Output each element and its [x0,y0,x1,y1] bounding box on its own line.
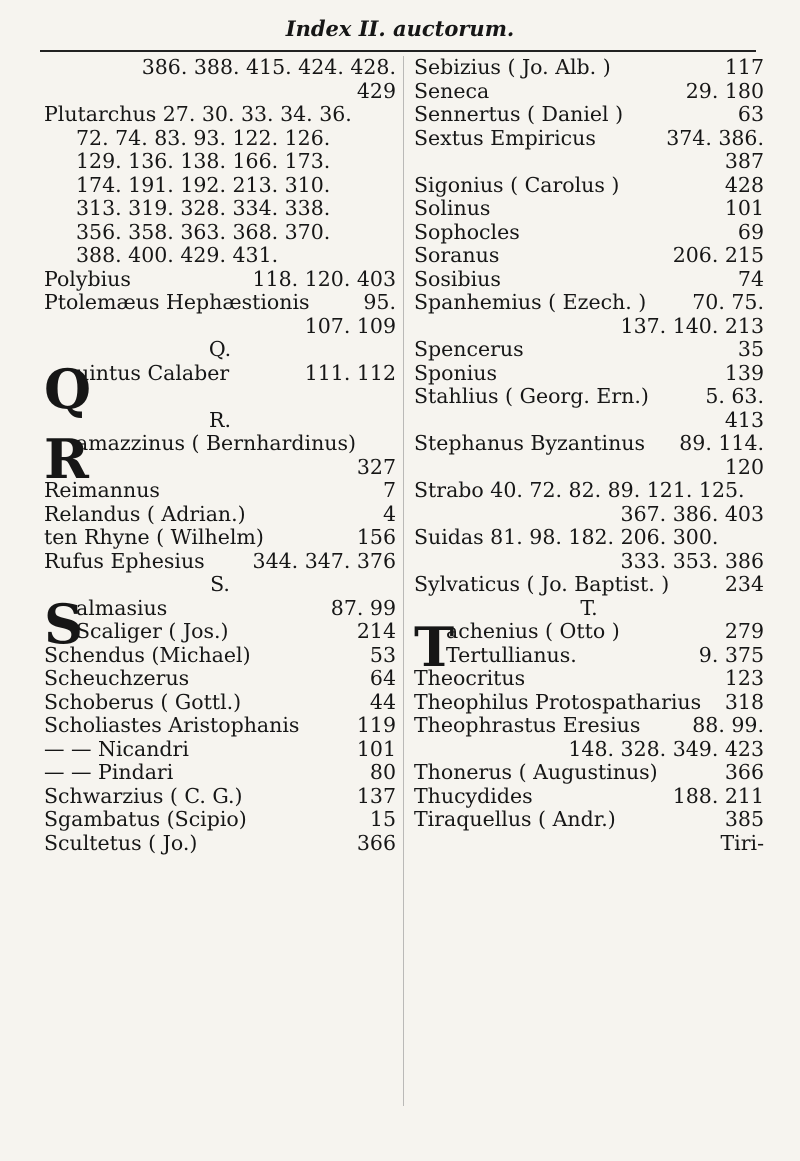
entry-name: Sponius [414,360,497,385]
index-entry [414,691,764,715]
entry-name: Spanhemius ( Ezech. ) [414,290,647,314]
entry-name: Scaliger ( Jos.) [76,619,229,643]
entry-name: Theophilus Protospatharius [414,689,702,714]
section-letter: R. [209,407,231,432]
entry-pages: 156 [356,525,396,549]
entry-name: Rufus Ephesius [44,548,205,573]
entry-pages: 101 [724,196,764,220]
column-divider [403,56,404,1106]
index-entry [414,150,764,174]
index-entry [414,667,764,691]
entry-name: Ptolemæus Hephæstionis [44,290,310,314]
entry-name: Thonerus ( Augustinus) [414,760,658,784]
entry-pages: 64 [369,666,396,690]
entry-pages: 9. 375 [698,642,764,667]
entry-name: Sigonius ( Carolus ) [414,172,620,197]
right-column [414,56,764,855]
entry-name: Sophocles [414,219,520,244]
drop-capital: R [44,427,89,491]
index-entry [414,268,764,292]
entry-pages: 119 [356,713,396,737]
index-entry [44,197,396,221]
entry-name: Strabo 40. 72. 82. 89. 121. 125. [414,478,745,502]
entry-pages: 120 [724,454,764,479]
entry-name: Sennertus ( Daniel ) [414,102,624,126]
entry-name: uintus Calaber [76,360,230,385]
index-entry [44,691,396,715]
entry-pages: 7 [382,478,396,502]
entry-pages: 318 [724,689,764,714]
entry-name: Suidas 81. 98. 182. 206. 300. [414,525,719,549]
index-entry [44,526,396,550]
index-entry [414,221,764,245]
index-entry [44,127,396,151]
entry-pages: 148. 328. 349. 423 [568,736,764,761]
index-entry [44,479,396,503]
entry-pages: 88. 99. [692,713,764,737]
entry-name: Tiraquellus ( Andr.) [414,807,616,831]
entry-pages: 80 [369,760,396,784]
entry-pages: 69 [737,219,764,244]
entry-name: Sextus Empiricus [414,125,596,150]
index-entry [44,550,396,574]
drop-capital: T [414,615,455,679]
entry-name: ten Rhyne ( Wilhelm) [44,525,264,549]
index-entry [414,785,764,809]
entry-pages: 367. 386. 403 [620,501,764,526]
index-entry [414,291,764,315]
entry-pages: 387 [724,149,764,173]
entry-name: 388. 400. 429. 431. [76,243,279,267]
index-entry [414,714,764,738]
entry-pages: 111. 112 [304,360,396,385]
entry-pages: 5. 63. [705,384,764,408]
index-entry [414,573,764,597]
entry-pages: 374. 386. [666,125,764,150]
entry-pages: 89. 114. [679,431,764,455]
entry-pages: 214 [356,619,396,643]
entry-name: 129. 136. 138. 166. 173. [76,149,331,173]
index-entry [414,479,764,503]
index-entry [414,503,764,527]
entry-pages: 137. 140. 213 [620,313,764,338]
entry-pages: 87. 99 [330,595,396,620]
left-column [44,56,396,855]
entry-name: Soranus [414,243,500,267]
entry-name: 313. 319. 328. 334. 338. [76,196,331,220]
entry-pages: 366 [356,830,396,855]
index-entry [414,56,764,80]
page-title: Index II. auctorum. [285,16,515,41]
entry-name: amazzinus ( Bernhardinus) [76,431,357,455]
index-entry [44,738,396,762]
index-entry [44,268,396,292]
index-entry [414,127,764,151]
entry-pages: 344. 347. 376 [252,548,396,573]
index-entry [44,291,396,315]
index-entry [414,738,764,762]
index-entry [44,315,396,339]
entry-name: Solinus [414,196,491,220]
index-entry [414,174,764,198]
index-entry [44,221,396,245]
entry-name: Reimannus [44,478,160,502]
index-entry [414,80,764,104]
index-entry [414,761,764,785]
entry-name: — — Nicandri [44,736,189,761]
entry-pages: 428 [724,172,764,197]
entry-name: Scholiastes Aristophanis [44,713,300,737]
entry-name: Sylvaticus ( Jo. Baptist. ) [414,572,670,596]
index-entry [44,832,396,856]
entry-name: Sgambatus (Scipio) [44,807,247,831]
entry-pages: 95. [363,290,396,314]
section-letter: T. [580,595,598,620]
entry-pages: 118. 120. 403 [252,266,396,291]
index-entry [414,526,764,550]
entry-name: Theophrastus Eresius [414,713,641,737]
entry-name: Plutarchus 27. 30. 33. 34. 36. [44,102,352,126]
entry-pages: 63 [737,102,764,126]
index-entry [414,362,764,386]
entry-pages: 333. 353. 386 [620,548,764,573]
entry-name: Seneca [414,78,490,103]
index-entry [44,456,396,480]
entry-name: Schendus (Michael) [44,642,251,667]
entry-name: Sebizius ( Jo. Alb. ) [414,55,611,79]
entry-pages: 429 [356,78,396,103]
index-entry [44,761,396,785]
index-entry [414,338,764,362]
index-entry [44,80,396,104]
entry-name: Stephanus Byzantinus [414,431,645,455]
entry-pages: 386. 388. 415. 424. 428. [141,55,396,79]
index-entry [414,456,764,480]
index-entry [44,356,396,421]
index-entry [414,409,764,433]
entry-pages: 117 [724,55,764,79]
header-rule [40,50,756,52]
index-entry [44,667,396,691]
section-letter: S. [210,572,230,596]
drop-capital: S [44,591,83,656]
spacer-line [44,385,396,409]
index-entry [414,244,764,268]
entry-pages: 74 [737,266,764,291]
entry-name: Schoberus ( Gottl.) [44,689,242,714]
entry-pages: 70. 75. [692,290,764,314]
entry-name: 174. 191. 192. 213. 310. [76,172,331,197]
index-entry [44,785,396,809]
index-entry [44,150,396,174]
index-entry [44,503,396,527]
entry-pages: 139 [724,360,764,385]
entry-name: achenius ( Otto ) [446,619,620,643]
index-entry [414,197,764,221]
entry-pages: 234 [724,572,764,596]
index-entry [414,315,764,339]
entry-pages: 206. 215 [672,243,764,267]
index-entry [414,550,764,574]
entry-pages: 279 [724,619,764,643]
entry-pages: 188. 211 [672,783,764,808]
entry-name: Schwarzius ( C. G.) [44,783,243,808]
entry-pages: 137 [356,783,396,808]
entry-pages: 385 [724,807,764,831]
entry-name: Scultetus ( Jo.) [44,830,198,855]
entry-pages: 327 [356,454,396,479]
entry-name: Sosibius [414,266,501,291]
index-entry [44,174,396,198]
entry-name: 72. 74. 83. 93. 122. 126. [76,125,331,150]
index-entry [414,103,764,127]
entry-pages: 29. 180 [685,78,764,103]
entry-name: Spencerus [414,337,524,361]
entry-name: Tertullianus. [446,642,577,667]
index-entry [414,432,764,456]
entry-name: Relandus ( Adrian.) [44,501,246,526]
index-entry [44,714,396,738]
entry-name: Polybius [44,266,131,291]
entry-pages: 101 [356,736,396,761]
entry-name: — — Pindari [44,760,174,784]
entry-name: Scheuchzerus [44,666,190,690]
drop-capital: Q [44,356,92,421]
entry-pages: 15 [369,807,396,831]
index-entry [44,56,396,80]
index-entry [44,808,396,832]
entry-name: Theocritus [414,666,526,690]
entry-name: Thucydides [414,783,533,808]
entry-pages: 53 [369,642,396,667]
entry-name: 356. 358. 363. 368. 370. [76,219,331,244]
entry-pages: 44 [369,689,396,714]
entry-pages: 123 [724,666,764,690]
entry-pages: 35 [737,337,764,361]
entry-pages: 366 [724,760,764,784]
entry-name: almasius [76,595,168,620]
entry-name: Stahlius ( Georg. Ern.) [414,384,649,408]
entry-pages: 107. 109 [304,313,396,338]
index-entry [44,620,396,644]
index-entry [44,103,396,127]
entry-pages: 413 [724,407,764,432]
index-entry [44,244,396,268]
index-entry [44,644,396,668]
index-entry [414,808,764,832]
section-letter: Q. [208,337,232,361]
entry-pages: 4 [382,501,396,526]
index-entry [414,644,764,668]
catchword: Tiri- [720,830,764,855]
index-entry [414,385,764,409]
